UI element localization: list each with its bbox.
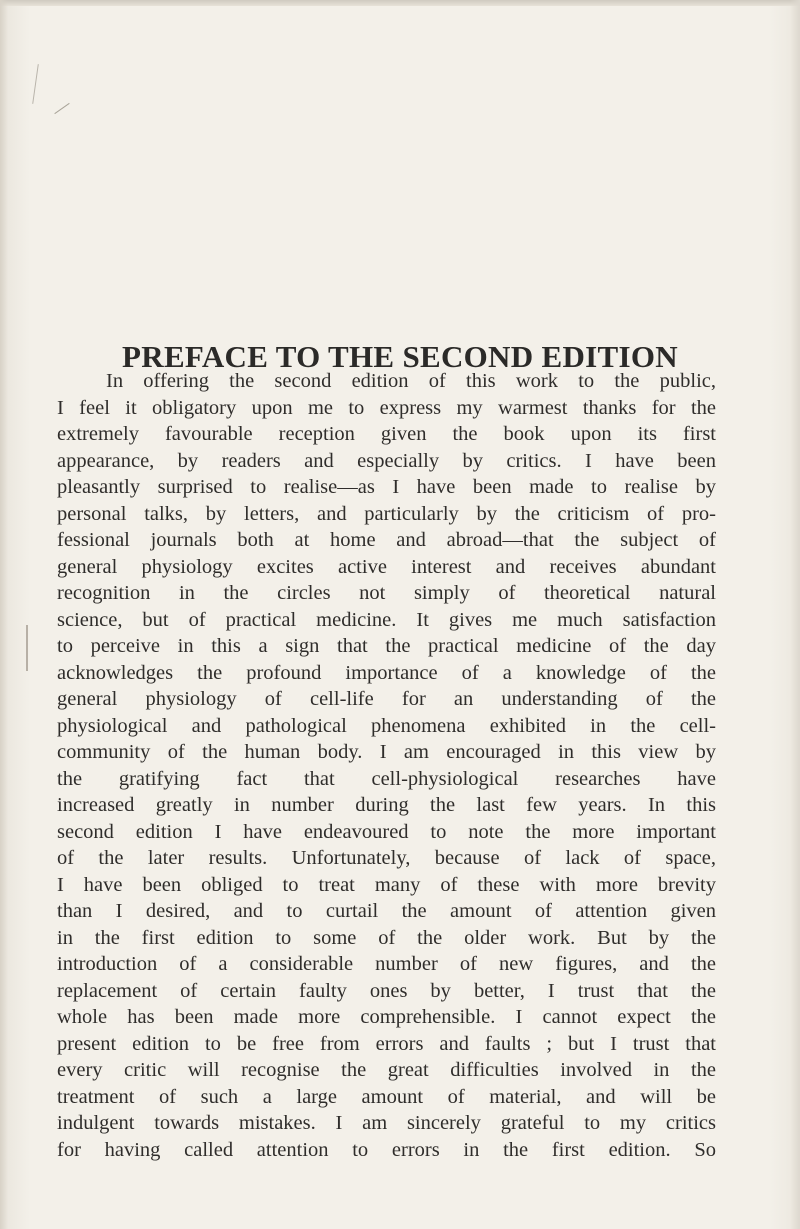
- paragraph-line: every critic will recognise the great difficulties involved in the: [57, 1059, 716, 1081]
- paragraph-line: the gratifying fact that cell-physiological researches have: [57, 767, 716, 790]
- paragraph-line: replacement of certain faulty ones by better, I trust that the: [57, 979, 716, 1002]
- page-binding-shadow: [0, 0, 8, 1229]
- margin-tick-mark: [54, 103, 69, 114]
- paragraph-line: In offering the second edition of this work to the public,: [106, 370, 716, 392]
- paragraph-line: science, but of practical medicine. It gives me much satisfaction: [57, 608, 716, 631]
- preface-paragraph: [57, 368, 716, 1163]
- paragraph-line: indulgent towards mistakes. I am sincerely grateful to my critics: [57, 1112, 716, 1134]
- paragraph-line: physiological and pathological phenomena exhibited in the cell-: [57, 714, 716, 737]
- page-right-edge: [790, 0, 800, 1229]
- paragraph-line: pleasantly surprised to realise—as I have been made to realise by: [57, 476, 716, 498]
- paragraph-line: I feel it obligatory upon me to express my warmest thanks for the: [57, 396, 716, 419]
- page-title: PREFACE TO THE SECOND EDITION: [122, 338, 678, 374]
- paragraph-line: to perceive in this a sign that the practical medicine of the day: [57, 635, 716, 657]
- paragraph-line: general physiology excites active interest and receives abundant: [57, 555, 716, 578]
- paragraph-line: increased greatly in number during the last few years. In this: [57, 794, 716, 816]
- paragraph-line: of the later results. Unfortunately, because of lack of space,: [57, 847, 716, 869]
- paragraph-line: I have been obliged to treat many of these with more brevity: [57, 873, 716, 896]
- paragraph-line: recognition in the circles not simply of theoretical natural: [57, 582, 716, 604]
- paragraph-line: extremely favourable reception given the book upon its first: [57, 423, 716, 445]
- paragraph-line: in the first edition to some of the older work. But by the: [57, 926, 716, 949]
- margin-annotation-line: [26, 625, 28, 671]
- paragraph-line: present edition to be free from errors and faults ; but I trust that: [57, 1032, 716, 1055]
- paragraph-line: general physiology of cell-life for an understanding of the: [57, 688, 716, 710]
- margin-pencil-mark: [32, 64, 39, 104]
- paragraph-line: for having called attention to errors in the first edition. So: [57, 1138, 716, 1161]
- paragraph-line: community of the human body. I am encouraged in this view by: [57, 741, 716, 763]
- paragraph-line: than I desired, and to curtail the amount of attention given: [57, 900, 716, 922]
- paragraph-line: treatment of such a large amount of material, and will be: [57, 1085, 716, 1108]
- paragraph-line: fessional journals both at home and abroad—that the subject of: [57, 529, 716, 551]
- paragraph-line: whole has been made more comprehensible. I cannot expect the: [57, 1006, 716, 1028]
- paragraph-line: acknowledges the profound importance of a knowledge of the: [57, 661, 716, 684]
- paragraph-line: personal talks, by letters, and particularly by the criticism of pro-: [57, 502, 716, 525]
- paragraph-line: introduction of a considerable number of new figures, and the: [57, 953, 716, 975]
- paragraph-line: appearance, by readers and especially by critics. I have been: [57, 449, 716, 472]
- page-top-edge: [0, 0, 800, 6]
- paragraph-line: second edition I have endeavoured to note the more important: [57, 820, 716, 843]
